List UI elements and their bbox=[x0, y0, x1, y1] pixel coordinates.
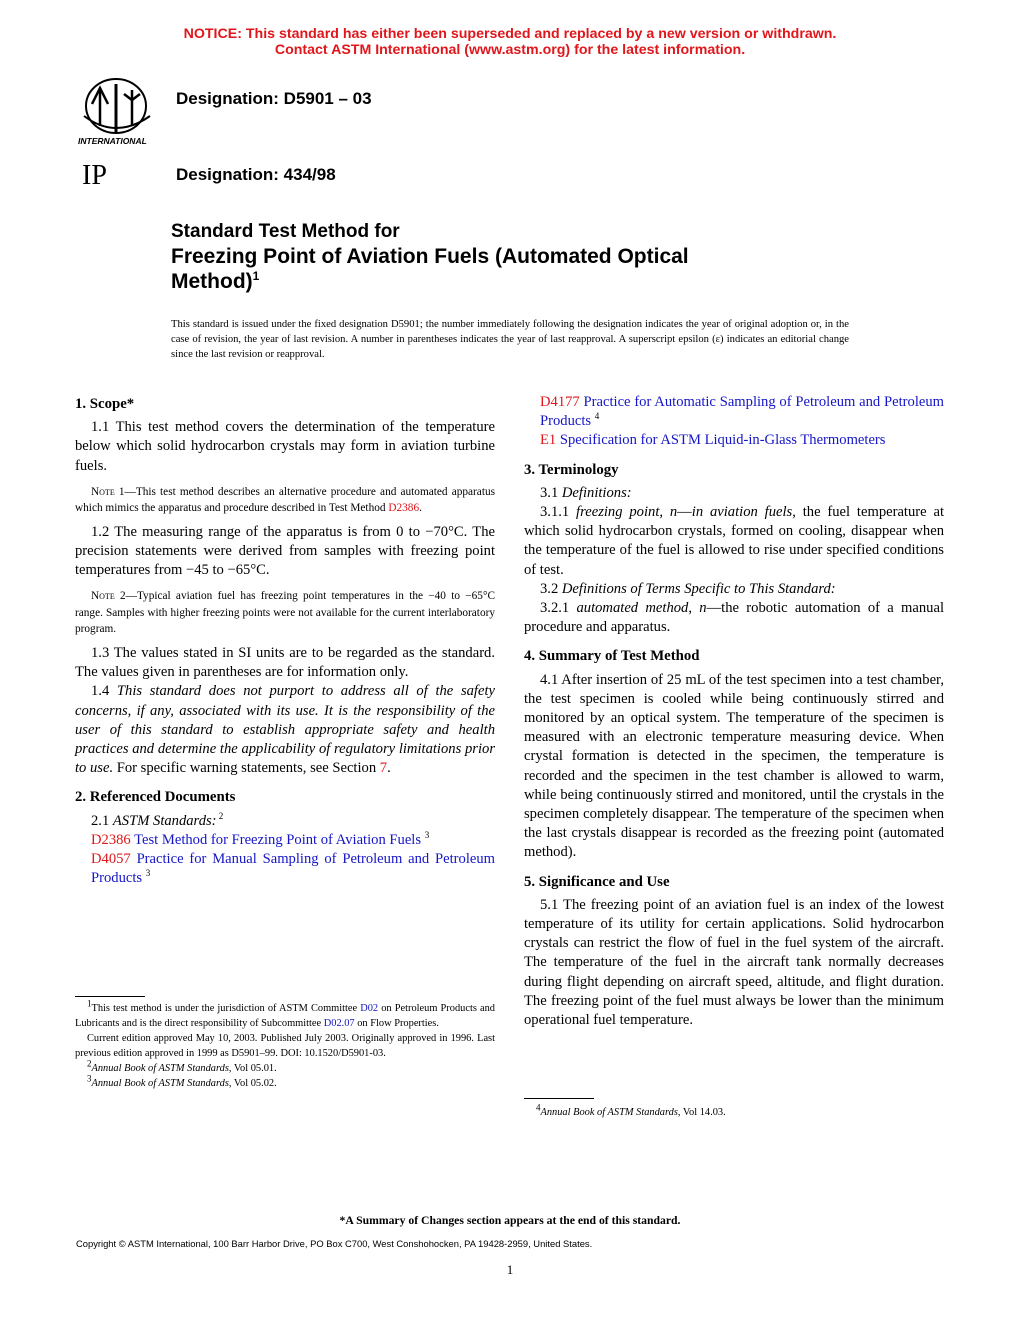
paragraph-3-2-1: 3.2.1 automated method, n—the robotic automation of a manual procedure and apparatus. bbox=[524, 600, 945, 636]
left-column bbox=[75, 393, 495, 888]
paragraph-3-2: 3.2 Definitions of Terms Specific to This Standard: bbox=[540, 580, 836, 597]
paragraph-1-1: 1.1 This test method covers the determination of the temperature below which solid hydrocarbon crystals may form in aviation turbine fuels. bbox=[75, 419, 495, 474]
footnote-4: $^4$Annual Book of ASTM Standards, Vol 14.03. bbox=[536, 1102, 726, 1118]
footnote-1: $^1$This test method is under the jurisdiction of ASTM Committee D02 on Petroleum Products and Lubricants and is the direct responsibility of Subcommittee D02.07 on Flow Properties. bbox=[75, 998, 495, 1029]
section-heading-scope: 1. Scope* bbox=[75, 396, 135, 412]
footnotes-right bbox=[524, 1102, 944, 1120]
note-1: Note 1—This test method describes an alternative procedure and automated apparatus which mimics the apparatus and procedure described in Test Method D2386. bbox=[75, 485, 495, 515]
link-d02[interactable]: D02 bbox=[360, 1003, 379, 1014]
astm-logo bbox=[76, 76, 162, 148]
issuance-statement: This standard is issued under the fixed designation D5901; the number immediately following the designation indicates the year of original adoption or, in the case of revision, the year of last revision. A number in parentheses indicates the year of last reapproval. A superscript epsilon (ε) indicates an editorial change since the last revision or reapproval. bbox=[171, 319, 849, 360]
paragraph-3-1-1: 3.1.1 freezing point, n—in aviation fuels, the fuel temperature at which solid hydrocarbon crystals, formed on cooling, disappear when the temperature of the fuel is allowed to rise under specified conditions of test. bbox=[524, 504, 944, 578]
link-d2386[interactable]: D2386 bbox=[388, 502, 420, 515]
reference-d2386[interactable]: D2386 Test Method for Freezing Point of Aviation Fuels $^3$ bbox=[91, 829, 430, 848]
paragraph-4-1: 4.1 After insertion of 25 mL of the test specimen into a test chamber, the test specimen is cooled while being continuously stirred and monitored by an optical system. The temperature of the specimen is measured with an electronic temperature measuring device. When crystal formation is detected in the specimen, the temperature is recorded and the specimen in the test chamber is allowed to warm, while being continuously stirred and monitored, until the crystals in the specimen completely disappear. The temperature of the specimen when the last crystals disappear is recorded as the freezing point (automated method). bbox=[524, 671, 944, 861]
paragraph-1-4: 1.4 This standard does not purport to address all of the safety concerns, if any, associated with its use. It is the responsibility of the user of this standard to establish appropriate safety and health practices and determine the applicability of regulatory limitations prior to use. For specific warning statements, see Section 7. bbox=[75, 683, 495, 777]
section-heading-summary: 4. Summary of Test Method bbox=[524, 648, 700, 665]
withdrawal-notice bbox=[0, 26, 1020, 58]
footnote-rule-left bbox=[75, 996, 145, 997]
reference-d4057[interactable]: D4057 Practice for Manual Sampling of Petroleum and Petroleum Products $^3$ bbox=[91, 850, 495, 887]
astm-logo-label: INTERNATIONAL bbox=[78, 136, 147, 146]
page-number: 1 bbox=[506, 1262, 514, 1277]
section-heading-significance: 5. Significance and Use bbox=[524, 873, 670, 890]
notice-line-1: NOTICE: This standard has either been superseded and replaced by a new version or withdrawn. bbox=[183, 26, 837, 42]
footnote-1-edition: Current edition approved May 10, 2003. Published July 2003. Originally approved in 1996. Last previous edition approved in 1999 as D5901–99. DOI: 10.1520/D5901-03. bbox=[75, 1033, 495, 1059]
title-line-1: Standard Test Method for bbox=[171, 221, 400, 242]
footnote-3: $^3$Annual Book of ASTM Standards, Vol 05.02. bbox=[87, 1073, 277, 1089]
title-line-2: Freezing Point of Aviation Fuels (Automated Optical bbox=[171, 245, 689, 268]
link-section-7[interactable]: 7 bbox=[379, 760, 388, 777]
title-footnote-ref: 1 bbox=[252, 269, 260, 283]
title-line-3: Method)$^1$ bbox=[171, 269, 260, 293]
designation-ip: Designation: 434/98 bbox=[176, 165, 336, 184]
reference-d4177[interactable]: D4177 Practice for Automatic Sampling of Petroleum and Petroleum Products $^4$ bbox=[540, 394, 944, 430]
right-column bbox=[524, 393, 944, 1030]
footnotes-left bbox=[75, 998, 495, 1091]
footnote-2: $^2$Annual Book of ASTM Standards, Vol 05.01. bbox=[87, 1058, 277, 1074]
ip-logo bbox=[80, 158, 140, 190]
document-title bbox=[171, 220, 811, 294]
paragraph-2-1: 2.1 ASTM Standards: $^2$ bbox=[91, 810, 224, 829]
footnote-rule-right bbox=[524, 1098, 594, 1099]
ip-logo-text: IP bbox=[82, 160, 107, 190]
copyright-line: Copyright © ASTM International, 100 Barr Harbor Drive, PO Box C700, West Conshohocken, PA 19428-2959, United States. bbox=[76, 1238, 593, 1249]
note-2: Note 2—Typical aviation fuel has freezing point temperatures in the −40 to −65°C range. Samples with higher freezing points were not available for the current interlaboratory program. bbox=[75, 590, 495, 636]
section-heading-referenced-documents: 2. Referenced Documents bbox=[75, 789, 236, 806]
designation-astm: Designation: D5901 – 03 bbox=[176, 89, 372, 108]
section-heading-terminology: 3. Terminology bbox=[524, 461, 619, 478]
summary-of-changes-note: *A Summary of Changes section appears at the end of this standard. bbox=[339, 1214, 681, 1227]
paragraph-3-1: 3.1 Definitions: bbox=[540, 484, 632, 501]
notice-line-2: Contact ASTM International (www.astm.org) for the latest information. bbox=[274, 42, 746, 58]
reference-e1[interactable]: E1 Specification for ASTM Liquid-in-Glass Thermometers bbox=[540, 432, 886, 449]
paragraph-5-1: 5.1 The freezing point of an aviation fuel is an index of the lowest temperature of its utility for certain applications. Solid hydrocarbon crystals can restrict the flow of fuel in the fuel system of the aircraft. The temperature of the fuel in the aircraft tank normally decreases during flight depending on aircraft speed, altitude, and flight duration. The freezing point of the fuel must always be lower than the minimum operational fuel temperature. bbox=[524, 896, 944, 1029]
astm-logo-mark bbox=[84, 79, 150, 133]
paragraph-1-3: 1.3 The values stated in SI units are to be regarded as the standard. The values given in parentheses are for information only. bbox=[75, 644, 495, 681]
paragraph-1-2: 1.2 The measuring range of the apparatus is from 0 to −70°C. The precision statements were derived from samples with freezing point temperatures from −45 to −65°C. bbox=[75, 523, 495, 579]
link-d02-07[interactable]: D02.07 bbox=[323, 1018, 355, 1029]
